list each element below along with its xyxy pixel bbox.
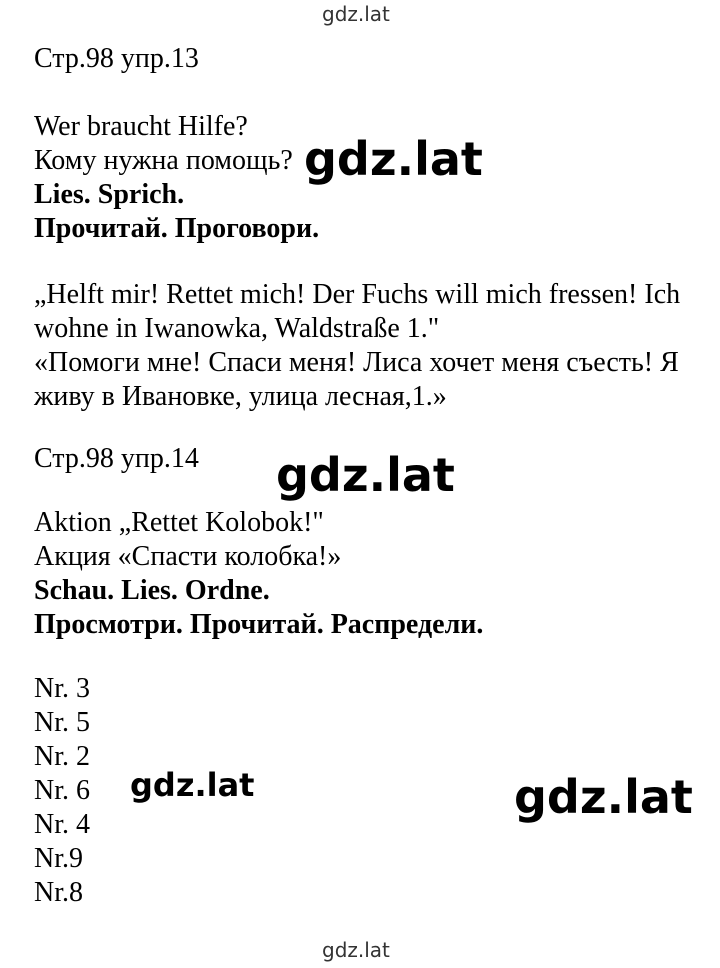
answer-item: Nr. 6 [34,775,90,806]
answer-item: Nr. 3 [34,673,90,704]
exercise-14-title-de: Aktion „Rettet Kolobok!" [34,507,324,538]
exercise-13-quote-ru-line-1: «Помоги мне! Спаси меня! Лиса хочет меня съесть! Я [34,347,679,378]
answer-item: Nr. 2 [34,741,90,772]
exercise-14-task-de: Schau. Lies. Ordne. [34,575,270,606]
exercise-14-task-ru: Просмотри. Прочитай. Распредели. [34,609,484,640]
exercise-13-heading: Стр.98 упр.13 [34,43,199,74]
answer-item: Nr.8 [34,877,83,908]
answer-item: Nr. 4 [34,809,90,840]
exercise-13-title-de: Wer braucht Hilfe? [34,111,248,142]
exercise-13-title-ru: Кому нужна помощь? [34,145,293,176]
exercise-13-quote-de-line-2: wohne in Iwanowka, Waldstraße 1." [34,313,440,344]
watermark-mid-2: gdz.lat [276,448,455,502]
watermark-top: gdz.lat [322,2,390,26]
exercise-14-title-ru: Акция «Спасти колобка!» [34,541,342,572]
watermark-big-right: gdz.lat [514,770,693,824]
exercise-14-heading: Стр.98 упр.14 [34,443,199,474]
answer-item: Nr. 5 [34,707,90,738]
exercise-13-task-ru: Прочитай. Проговори. [34,213,320,244]
exercise-13-quote-de-line-1: „Helft mir! Rettet mich! Der Fuchs will mich fressen! Ich [34,279,681,310]
watermark-bottom: gdz.lat [322,938,390,962]
watermark-mid-1: gdz.lat [304,132,483,186]
exercise-13-task-de: Lies. Sprich. [34,179,185,210]
answer-item: Nr.9 [34,843,83,874]
watermark-small-left: gdz.lat [130,766,255,804]
exercise-13-quote-ru-line-2: живу в Ивановке, улица лесная,1.» [34,381,447,412]
